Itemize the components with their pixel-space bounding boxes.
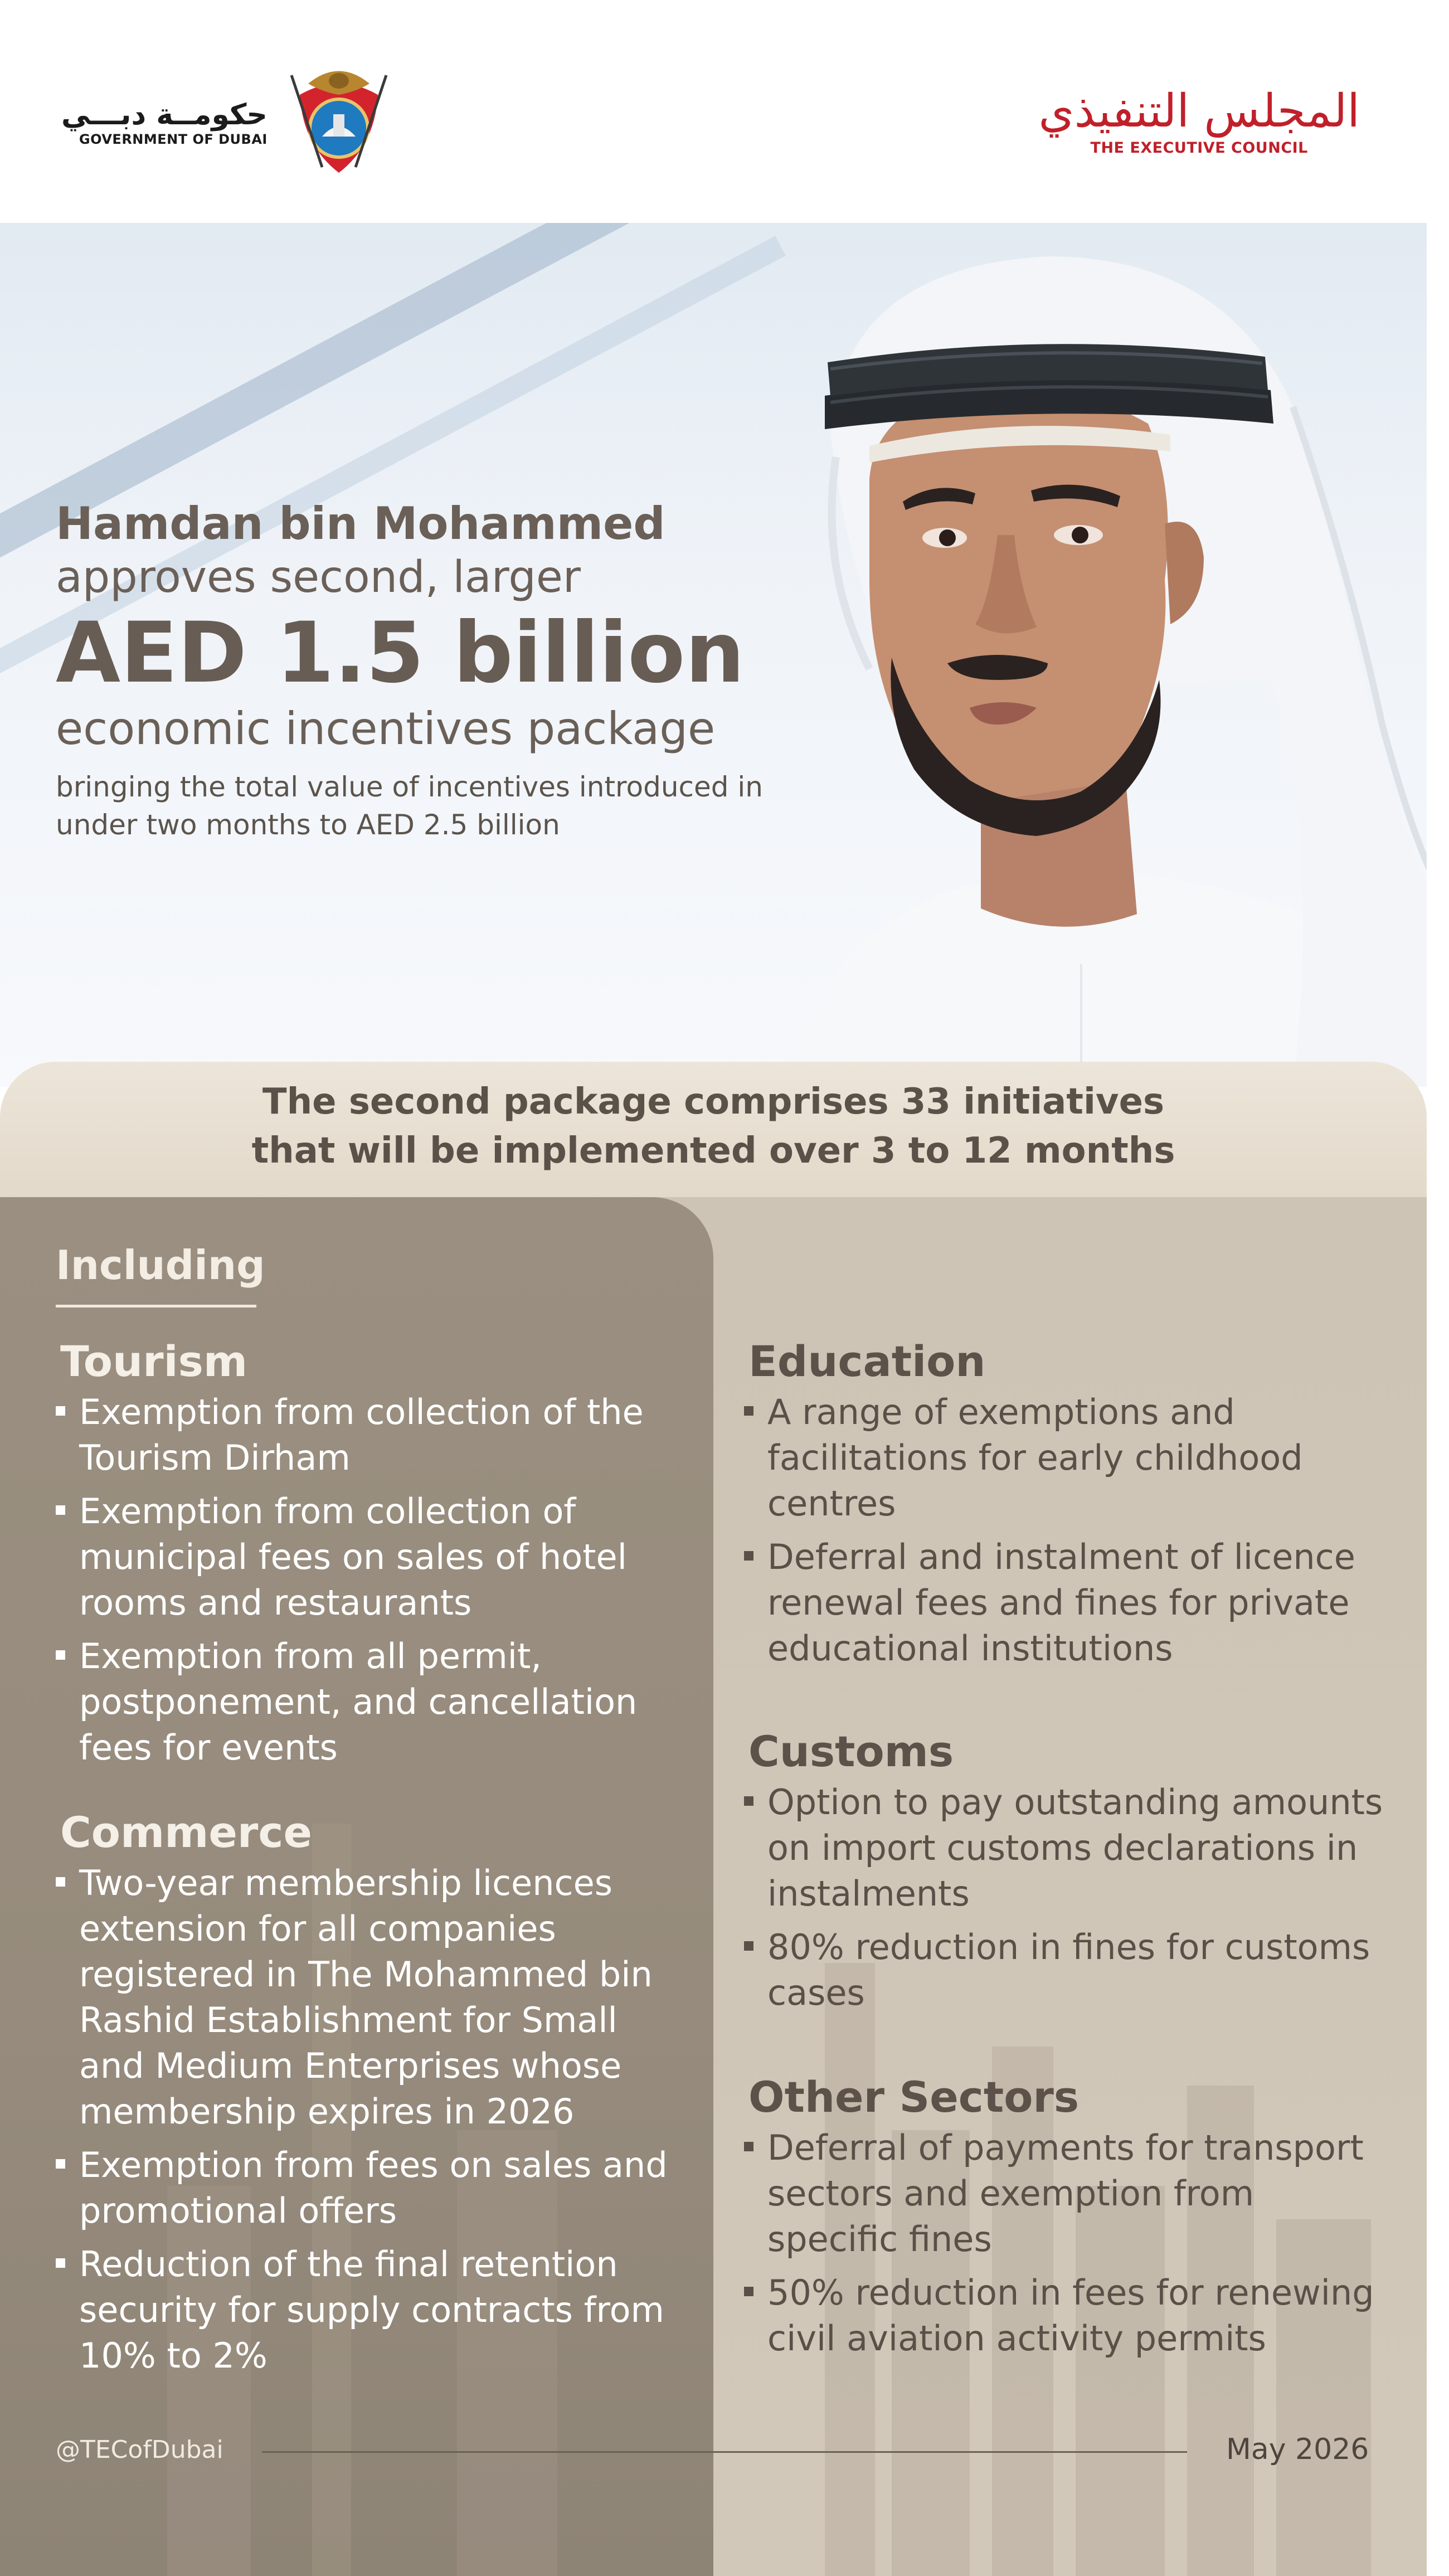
section-commerce [56, 1805, 685, 2387]
including-underline [56, 1305, 256, 1308]
other-sectors-list [744, 2125, 1385, 2361]
section-customs [744, 1724, 1385, 2024]
gov-arabic-text: حكومــة دبـــي [61, 98, 268, 132]
section-title: Commerce [60, 1807, 312, 1857]
list-item: Exemption from collection of municipal fees on sales of hotel rooms and restaurants [56, 1489, 685, 1626]
section-education [744, 1334, 1385, 1679]
list-item: Exemption from fees on sales and promotional offers [56, 2142, 685, 2234]
footer-divider [262, 2451, 1187, 2453]
headline-amount: AED 1.5 billion [56, 605, 745, 702]
headline-name: Hamdan bin Mohammed [56, 498, 665, 550]
dubai-emblem-icon [278, 61, 400, 184]
list-item: 50% reduction in fees for renewing civil aviation activity permits [744, 2270, 1385, 2361]
gov-logo-text [61, 98, 268, 147]
list-item: Reduction of the final retention security for supply contracts from 10% to 2% [56, 2242, 685, 2379]
section-title: Other Sectors [748, 2072, 1080, 2122]
section-other-sectors [744, 2069, 1385, 2369]
initiatives-banner [0, 1062, 1427, 1198]
including-heading: Including [56, 1242, 265, 1289]
section-title: Customs [748, 1727, 954, 1776]
portrait-image [736, 223, 1449, 1087]
tourism-list [56, 1389, 685, 1771]
headline-subtext: bringing the total value of incentives introduced in under two months to AED 2.5 billion [56, 771, 763, 841]
council-english-text: THE EXECUTIVE COUNCIL [1090, 139, 1308, 157]
list-item: Two-year membership licences extension for all companies registered in The Mohammed bin Rashid Establishment for Small and Medium Enterprises whose membership expires in 2026 [56, 1860, 685, 2135]
footer-date: May 2026 [1226, 2433, 1369, 2466]
section-title: Tourism [60, 1336, 248, 1386]
list-item: Option to pay outstanding amounts on import customs declarations in instalments [744, 1780, 1385, 1917]
list-item: A range of exemptions and facilitations for early childhood centres [744, 1389, 1385, 1527]
commerce-list [56, 1860, 685, 2379]
executive-council-logo [1038, 84, 1360, 157]
list-item: Deferral and instalment of licence renewal fees and fines for private educational institutions [744, 1534, 1385, 1671]
customs-list [744, 1780, 1385, 2016]
council-arabic-text: المجلس التنفيذي [1038, 85, 1360, 138]
list-item: Exemption from all permit, postponement, and cancellation fees for events [56, 1634, 685, 1771]
list-item: 80% reduction in fines for customs cases [744, 1924, 1385, 2016]
section-title: Education [748, 1336, 986, 1386]
header [0, 0, 1449, 223]
incentives-content [0, 1197, 1449, 2576]
government-of-dubai-logo [61, 61, 400, 184]
hero-section [0, 223, 1449, 1087]
social-handle: @TECofDubai [56, 2436, 223, 2464]
banner-line-1: The second package comprises 33 initiatives [262, 1081, 1165, 1122]
list-item: Exemption from collection of the Tourism Dirham [56, 1389, 685, 1481]
banner-line-2: that will be implemented over 3 to 12 months [251, 1130, 1175, 1172]
right-edge-strip [1427, 0, 1449, 2576]
list-item: Deferral of payments for transport sectors and exemption from specific fines [744, 2125, 1385, 2262]
gov-english-text: GOVERNMENT OF DUBAI [79, 132, 268, 147]
hero-headline [56, 496, 808, 844]
headline-package: economic incentives package [56, 703, 716, 755]
section-tourism [56, 1334, 685, 1778]
headline-approves: approves second, larger [56, 552, 581, 602]
education-list [744, 1389, 1385, 1671]
